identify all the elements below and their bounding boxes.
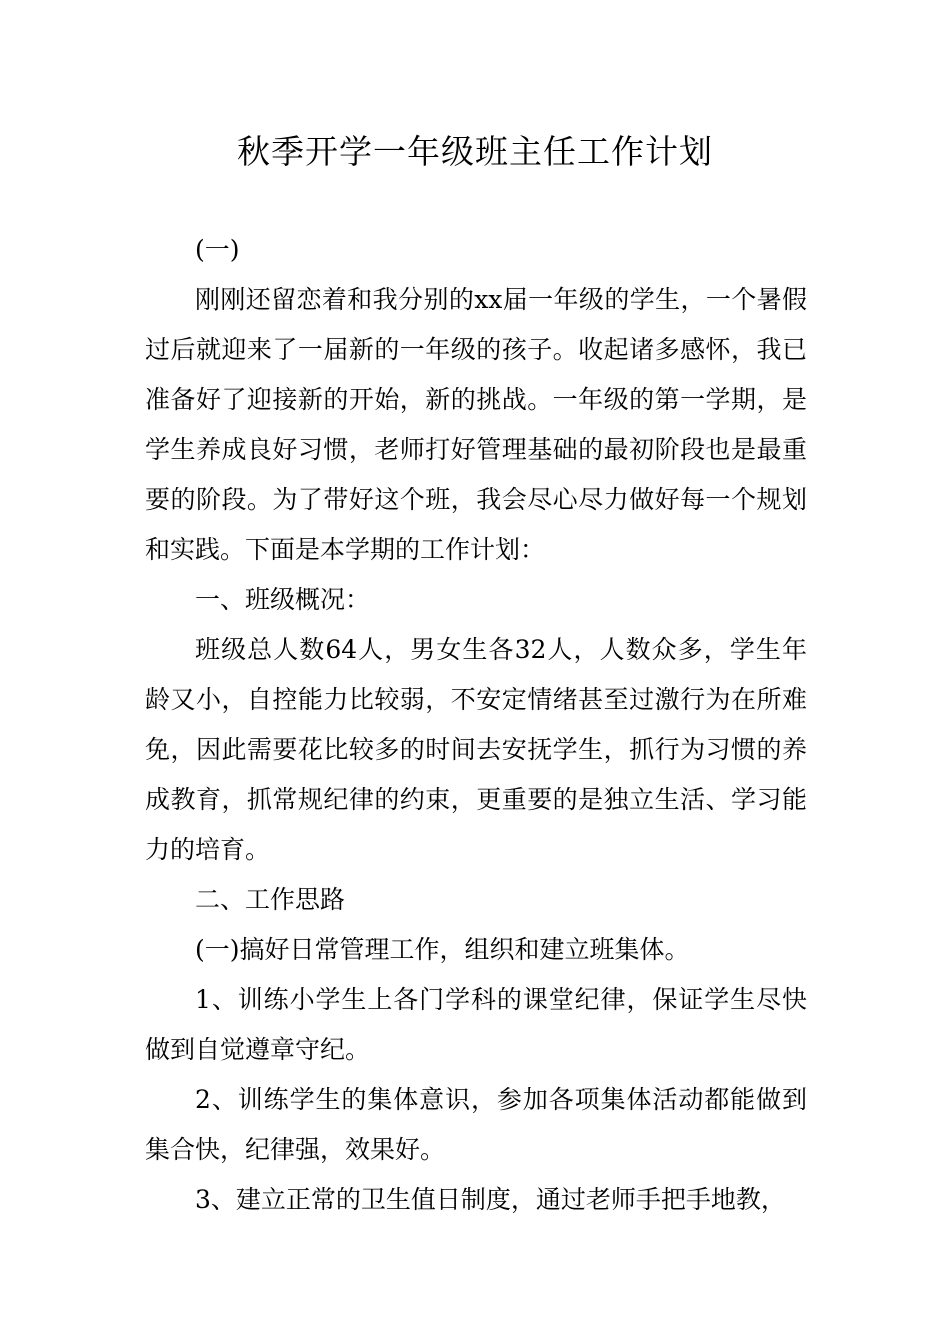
section-heading: 二、工作思路 — [195, 885, 346, 914]
list-item: 2、训练学生的集体意识，参加各项集体活动都能做到集合快，纪律强，效果好。 — [145, 1085, 807, 1164]
list-item: 1、训练小学生上各门学科的课堂纪律，保证学生尽快做到自觉遵章守纪。 — [145, 985, 807, 1064]
section-heading: 一、班级概况： — [195, 585, 371, 614]
document-title: 秋季开学一年级班主任工作计划 — [237, 132, 713, 171]
paragraph: (一) — [195, 235, 240, 264]
document-body — [145, 225, 807, 1225]
paragraph: 班级总人数64人，男女生各32人，人数众多，学生年龄又小，自控能力比较弱，不安定情绪甚至过激行为在所难免，因此需要花比较多的时间去安抚学生，抓行为习惯的养成教育，抓常规纪律的约束，更重要的是独立生活、学习能力的培育。 — [145, 635, 807, 864]
paragraph: 刚刚还留恋着和我分别的xx届一年级的学生，一个暑假过后就迎来了一届新的一年级的孩子。收起诸多感怀，我已准备好了迎接新的开始，新的挑战。一年级的第一学期，是学生养成良好习惯，老师打好管理基础的最初阶段也是最重要的阶段。为了带好这个班，我会尽心尽力做好每一个规划和实践。下面是本学期的工作计划： — [145, 285, 807, 564]
subsection-heading: (一)搞好日常管理工作，组织和建立班集体。 — [195, 935, 690, 964]
list-item: 3、建立正常的卫生值日制度，通过老师手把手地教， — [195, 1185, 786, 1214]
